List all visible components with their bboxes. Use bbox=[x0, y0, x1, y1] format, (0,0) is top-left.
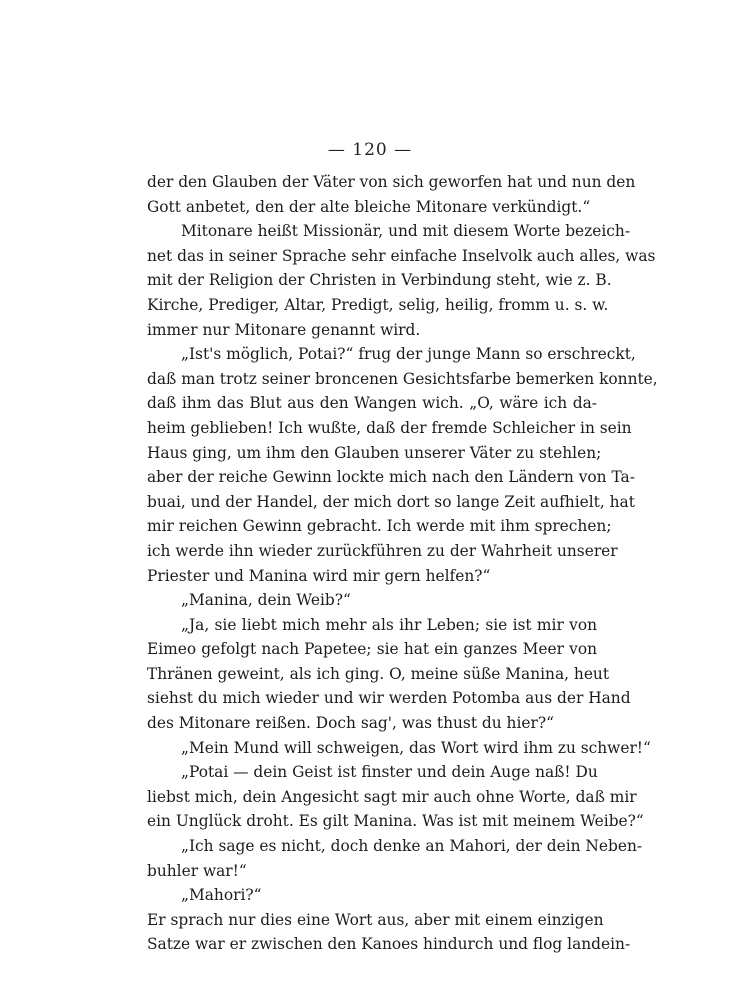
text-line: Gott anbetet, den der alte bleiche Mitonare verkündigt.“ bbox=[147, 197, 591, 216]
text-line: „Ja, sie liebt mich mehr als ihr Leben; sie ist mir von bbox=[181, 615, 597, 634]
text-line: mir reichen Gewinn gebracht. Ich werde mit ihm sprechen; bbox=[147, 517, 612, 536]
text-line: der den Glauben der Väter von sich geworfen hat und nun den bbox=[147, 173, 636, 191]
text-line: buai, und der Handel, der mich dort so lange Zeit aufhielt, hat bbox=[147, 492, 635, 511]
page-number: — 120 — bbox=[327, 140, 413, 160]
text-line: mit der Religion der Christen in Verbindung steht, wie z. B. bbox=[147, 271, 612, 290]
text-line: Mitonare heißt Missionär, und mit diesem Worte bezeich- bbox=[181, 222, 631, 241]
text-line: „Manina, dein Weib?“ bbox=[181, 591, 351, 610]
text-line: ein Unglück droht. Es gilt Manina. Was ist mit meinem Weibe?“ bbox=[147, 812, 644, 831]
text-line: siehst du mich wieder und wir werden Potomba aus der Hand bbox=[147, 689, 631, 708]
text-line: Priester und Manina wird mir gern helfen?“ bbox=[147, 566, 491, 585]
text-line: daß man trotz seiner broncenen Gesichtsfarbe bemerken konnte, bbox=[147, 369, 658, 388]
text-line: heim geblieben! Ich wußte, daß der fremde Schleicher in sein bbox=[147, 418, 632, 437]
text-line: „Ist's möglich, Potai?“ frug der junge Mann so erschreckt, bbox=[181, 345, 636, 364]
text-line: aber der reiche Gewinn lockte mich nach den Ländern von Ta- bbox=[147, 468, 635, 487]
text-line: „Mahori?“ bbox=[181, 886, 262, 905]
text-line: Thränen geweint, als ich ging. O, meine süße Manina, heut bbox=[147, 664, 610, 683]
text-line: Er sprach nur dies eine Wort aus, aber mit einem einzigen bbox=[147, 910, 604, 929]
text-line: des Mitonare reißen. Doch sag', was thust du hier?“ bbox=[147, 714, 554, 733]
text-line: net das in seiner Sprache sehr einfache Inselvolk auch alles, was bbox=[147, 246, 656, 265]
text-line: Kirche, Prediger, Altar, Predigt, selig, heilig, fromm u. s. w. bbox=[147, 295, 609, 314]
text-line: buhler war!“ bbox=[147, 861, 247, 880]
text-line: immer nur Mitonare genannt wird. bbox=[147, 320, 421, 339]
text-line: Haus ging, um ihm den Glauben unserer Väter zu stehlen; bbox=[147, 443, 602, 462]
text-line: „Ich sage es nicht, doch denke an Mahori, der dein Neben- bbox=[181, 837, 643, 856]
text-line: ich werde ihn wieder zurückführen zu der Wahrheit unserer bbox=[147, 541, 618, 560]
text-line: liebst mich, dein Angesicht sagt mir auch ohne Worte, daß mir bbox=[147, 787, 637, 806]
text-line: „Potai — dein Geist ist finster und dein Auge naß! Du bbox=[181, 763, 598, 782]
text-line: Eimeo gefolgt nach Papetee; sie hat ein ganzes Meer von bbox=[147, 640, 597, 659]
body-text bbox=[147, 170, 658, 957]
text-line: Satze war er zwischen den Kanoes hindurch und flog landein- bbox=[147, 935, 631, 954]
text-line: daß ihm das Blut aus den Wangen wich. „O, wäre ich da- bbox=[147, 394, 597, 413]
text-line: „Mein Mund will schweigen, das Wort wird ihm zu schwer!“ bbox=[181, 738, 651, 757]
